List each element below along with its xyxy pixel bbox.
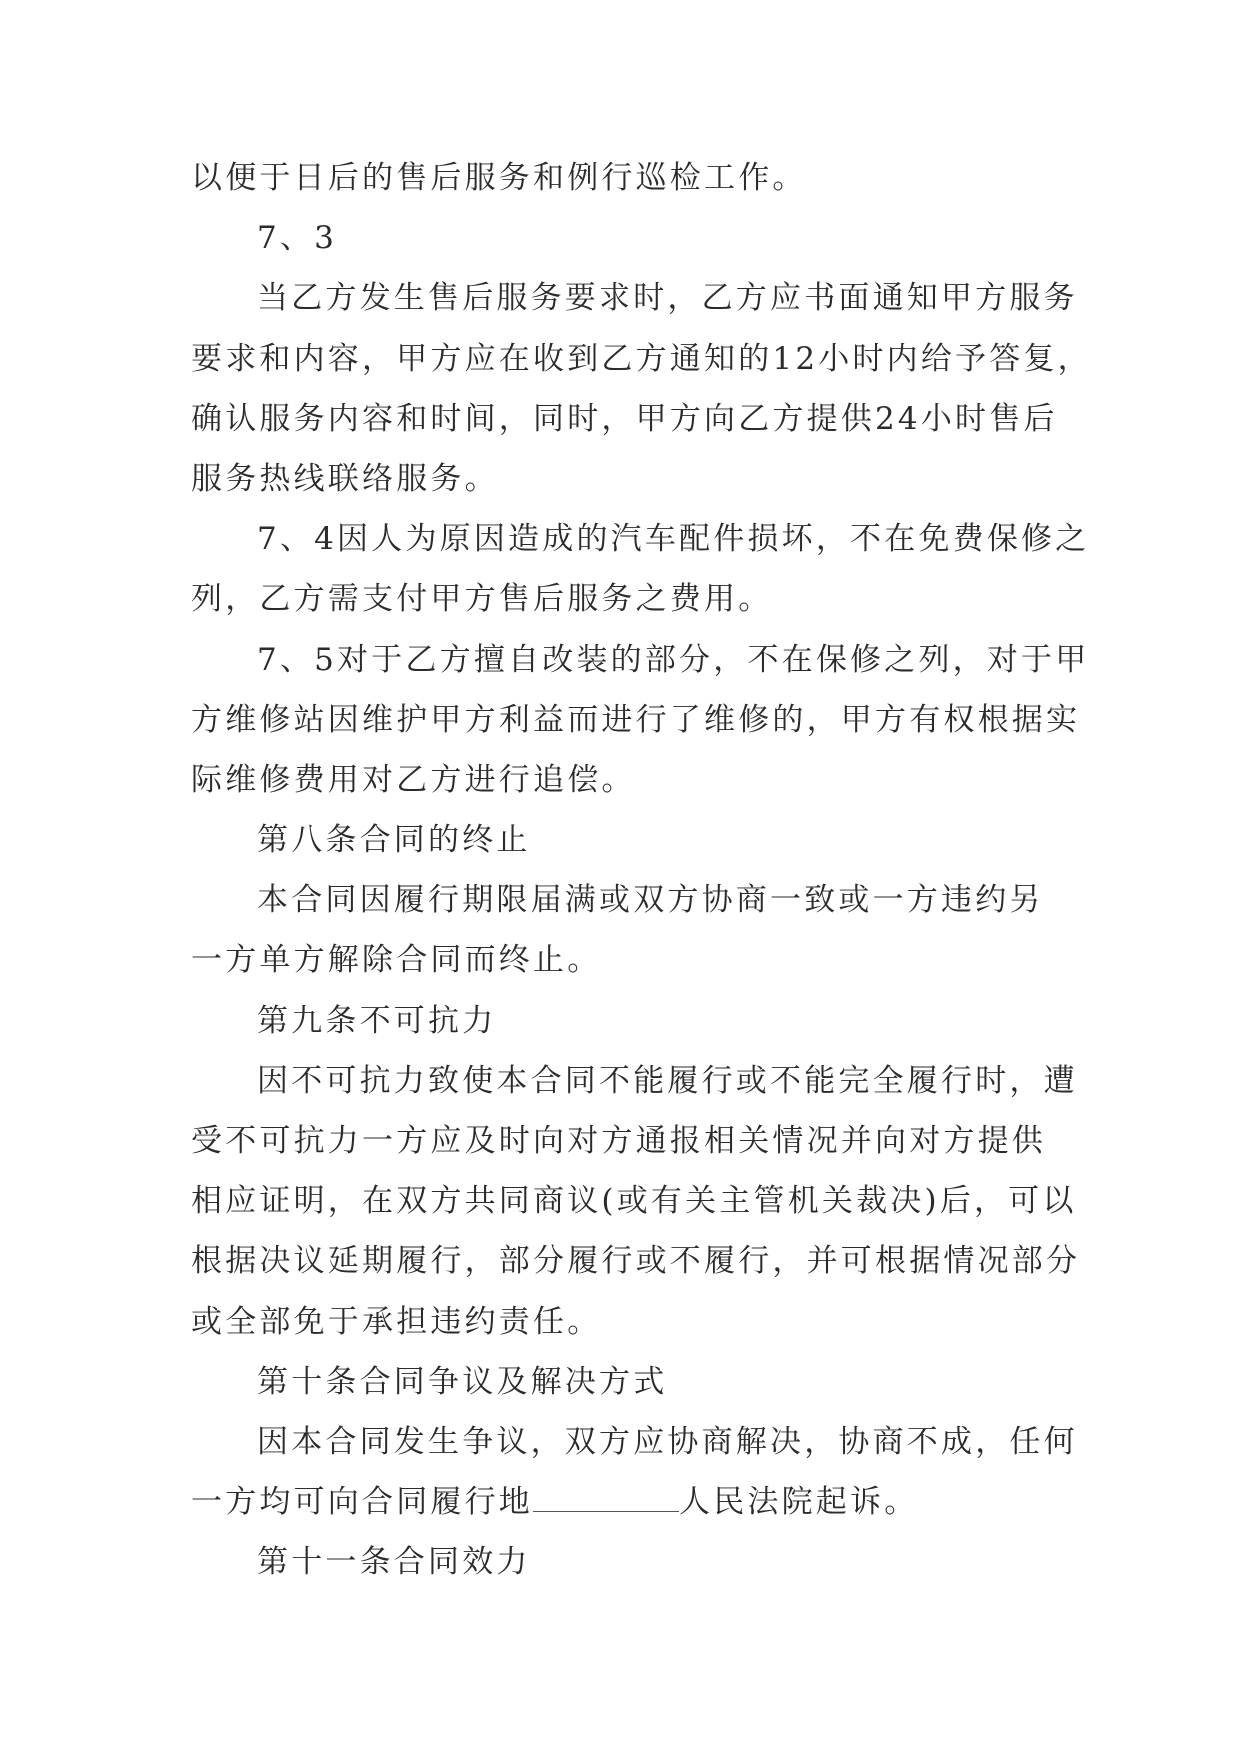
text-line: 确认服务内容和时间，同时，甲方向乙方提供24小时售后 — [191, 400, 1058, 437]
text-line: 要求和内容，甲方应在收到乙方通知的12小时内给予答复， — [191, 340, 1092, 377]
court-line — [191, 1472, 1051, 1532]
court-line-before: 一方均可向合同履行地 — [191, 1484, 533, 1521]
text-line: 受不可抗力一方应及时向对方通报相关情况并向对方提供 — [191, 1123, 1046, 1159]
text-line: 服务热线联络服务。 — [191, 460, 499, 497]
text-line: 当乙方发生售后服务要求时，乙方应书面通知甲方服务 — [257, 280, 1078, 317]
court-location-blank — [533, 1489, 679, 1512]
article-9-heading: 第九条不可抗力 — [257, 1002, 497, 1039]
text-line: 方维修站因维护甲方利益而进行了维修的，甲方有权根据实 — [191, 701, 1081, 738]
text-line: 或全部免于承担违约责任。 — [191, 1303, 602, 1340]
text-line: 本合同因履行期限届满或双方协商一致或一方违约另 — [257, 882, 1044, 919]
contract-text — [191, 148, 1092, 1593]
article-11-heading: 第十一条合同效力 — [257, 1544, 531, 1581]
text-line: 根据决议延期履行，部分履行或不履行，并可根据情况部分 — [191, 1243, 1081, 1280]
article-8-heading: 第八条合同的终止 — [257, 822, 531, 859]
clause-number-7-3: 7、3 — [257, 220, 338, 257]
text-line: 一方单方解除合同而终止。 — [191, 942, 602, 979]
clause-7-5: 7、5对于乙方擅自改装的部分，不在保修之列，对于甲 — [257, 641, 1090, 678]
text-line: 因不可抗力致使本合同不能履行或不能完全履行时，遭 — [257, 1062, 1078, 1099]
text-line: 际维修费用对乙方进行追偿。 — [191, 761, 636, 798]
text-line: 相应证明，在双方共同商议(或有关主管机关裁决)后，可以 — [191, 1183, 1077, 1220]
court-line-after: 人民法院起诉。 — [679, 1484, 919, 1521]
clause-7-4: 7、4因人为原因造成的汽车配件损坏，不在免费保修之 — [257, 521, 1090, 558]
text-line: 因本合同发生争议，双方应协商解决，协商不成，任何 — [257, 1423, 1078, 1460]
text-line: 列，乙方需支付甲方售后服务之费用。 — [191, 581, 773, 618]
article-10-heading: 第十条合同争议及解决方式 — [257, 1363, 668, 1400]
text-line: 以便于日后的售后服务和例行巡检工作。 — [191, 160, 807, 196]
